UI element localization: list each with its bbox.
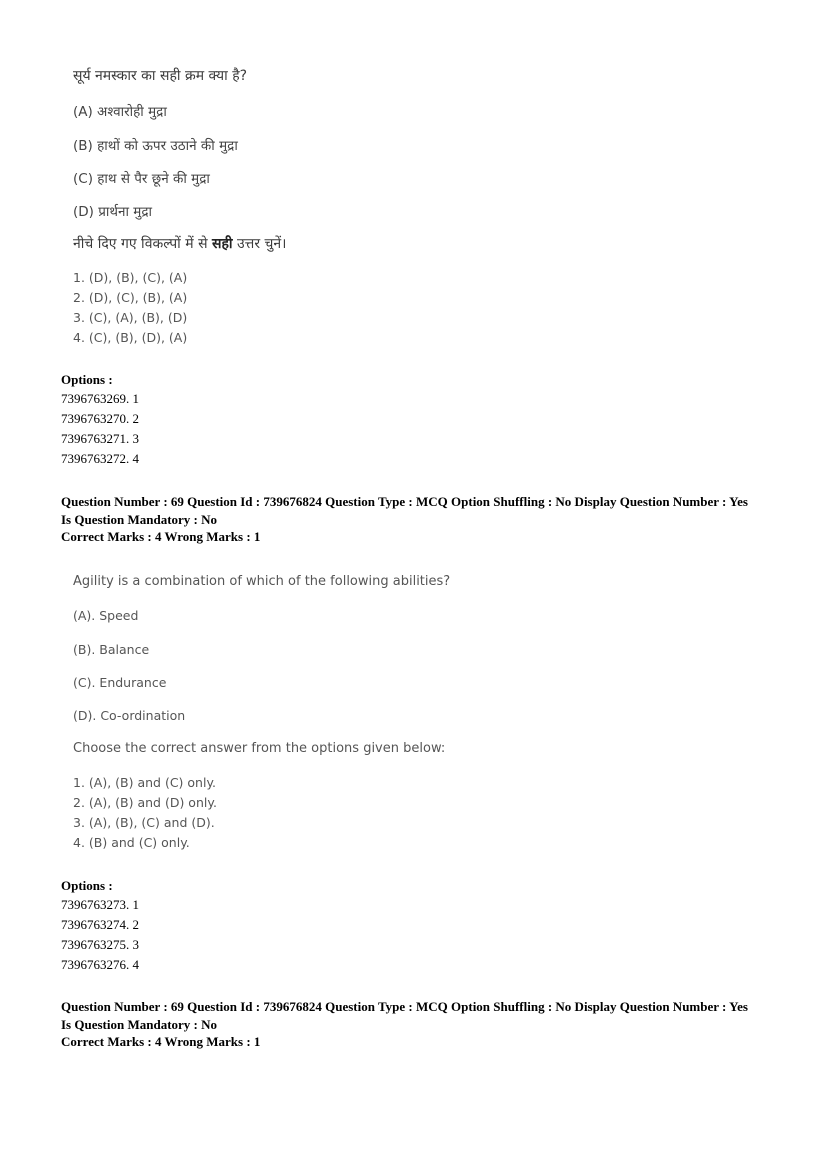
answer-choice: 3. (C), (A), (B), (D): [73, 310, 188, 325]
answer-choice: 2. (D), (C), (B), (A): [73, 290, 188, 305]
option-id: 7396763270. 2: [61, 411, 139, 426]
question-item: (B) हाथों को ऊपर उठाने की मुद्रा: [73, 138, 238, 154]
question-item: (A) अश्वारोही मुद्रा: [73, 104, 167, 120]
question-meta: [61, 998, 771, 1051]
question-stem: Agility is a combination of which of the following abilities?: [73, 574, 451, 589]
meta-line: Question Number : 69 Question Id : 739676824 Question Type : MCQ Option Shuffling : No Display Question Number : Yes: [61, 494, 748, 509]
option-id: 7396763273. 1: [61, 897, 139, 912]
question-item: (B). Balance: [73, 642, 150, 657]
option-id: 7396763275. 3: [61, 937, 139, 952]
question-item: (D) प्रार्थना मुद्रा: [73, 204, 153, 220]
meta-line: Correct Marks : 4 Wrong Marks : 1: [61, 1034, 261, 1049]
option-id: 7396763269. 1: [61, 391, 139, 406]
question-stem: सूर्य नमस्कार का सही क्रम क्या है?: [73, 68, 248, 84]
question-instruction: नीचे दिए गए विकल्पों में से सही उत्तर चुनें।: [73, 236, 287, 252]
option-id: 7396763272. 4: [61, 451, 139, 466]
answer-choice: 4. (B) and (C) only.: [73, 835, 190, 850]
option-id: 7396763271. 3: [61, 431, 139, 446]
meta-line: Is Question Mandatory : No: [61, 511, 218, 527]
question-meta: [61, 493, 771, 546]
answer-choice: 3. (A), (B), (C) and (D).: [73, 815, 215, 830]
answer-choice: 1. (D), (B), (C), (A): [73, 270, 188, 285]
question-item: (D). Co-ordination: [73, 708, 186, 723]
emphasis-text: सही: [212, 236, 233, 252]
question-image-english: [73, 574, 633, 864]
option-id: 7396763276. 4: [61, 957, 139, 972]
options-label: Options :: [61, 372, 113, 387]
answer-choice: 2. (A), (B) and (D) only.: [73, 795, 217, 810]
meta-line: Correct Marks : 4 Wrong Marks : 1: [61, 529, 261, 544]
question-item: (A). Speed: [73, 608, 139, 623]
question-item: (C). Endurance: [73, 675, 167, 690]
options-label: Options :: [61, 878, 113, 893]
question-instruction: Choose the correct answer from the options given below:: [73, 741, 446, 756]
answer-choice: 1. (A), (B) and (C) only.: [73, 775, 217, 790]
meta-line: Question Number : 69 Question Id : 739676824 Question Type : MCQ Option Shuffling : No Display Question Number : Yes: [61, 999, 748, 1014]
option-id: 7396763274. 2: [61, 917, 139, 932]
question-image-hindi: [73, 66, 633, 356]
meta-line: Is Question Mandatory : No: [61, 1016, 218, 1032]
question-item: (C) हाथ से पैर छूने की मुद्रा: [73, 171, 210, 187]
answer-choice: 4. (C), (B), (D), (A): [73, 330, 188, 345]
